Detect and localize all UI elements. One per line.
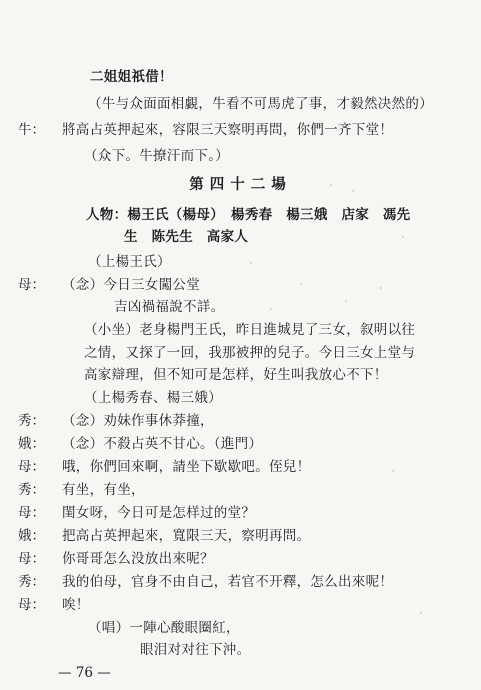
speaker-label: 秀： [18, 482, 45, 498]
dialogue-line: 吉凶禍福說不詳。 [114, 299, 225, 315]
dialogue-line: （念）不殺占英不甘心。（進門） [62, 436, 263, 452]
scan-speckle [270, 308, 272, 310]
scene-heading: 第四十二場 [189, 176, 292, 193]
dialogue-line: （小坐）老身楊門王氏，昨日進城見了三女，叙明以往 [84, 322, 416, 338]
dialogue-line: 我的伯母，官身不由自己，若官不开釋，怎么出來呢！ [62, 574, 394, 590]
speaker-label: 母： [18, 505, 45, 521]
scan-speckle [250, 262, 252, 264]
speaker-label: 娥： [18, 528, 45, 544]
speaker-label: 秀： [18, 574, 45, 590]
dialogue-line: 閨女呀，今日可是怎样过的堂？ [62, 505, 256, 521]
stage-direction: （上楊王氏） [88, 254, 171, 270]
dialogue-line: 你哥哥怎么没放出來呢？ [62, 551, 214, 567]
scan-speckle [352, 190, 354, 192]
scan-speckle [345, 300, 347, 302]
scan-speckle [402, 236, 404, 238]
speaker-label: 母： [18, 459, 45, 475]
dialogue-line: 將高占英押起來，容限三天察明再問，你們一齐下堂！ [62, 122, 394, 138]
characters-line: 人物：楊王氏（楊母） 楊秀春 楊三娥 店家 馮先 [86, 207, 411, 223]
scan-speckle [330, 184, 332, 186]
stage-direction: （上楊秀春、楊三娥） [84, 390, 222, 406]
dialogue-line: （念）劝妹作事休莽撞， [62, 413, 214, 429]
page-number: — 76 — [58, 665, 111, 681]
speaker-label: 牛： [18, 122, 45, 138]
dialogue-line: 唉！ [62, 597, 90, 613]
dialogue-line: 有坐，有坐， [62, 482, 145, 498]
scan-speckle [300, 283, 302, 285]
dialogue-line: （念）今日三女闖公堂 [62, 277, 200, 293]
scan-speckle [380, 287, 382, 289]
song-line: （唱）一陣心酸眼圈紅， [88, 620, 240, 636]
dialogue-line: 之情，又探了一回，我那被押的兒子。今日三女上堂与 [84, 345, 416, 361]
scan-speckle [420, 612, 422, 614]
speaker-label: 娥： [18, 436, 45, 452]
speaker-label: 母： [18, 277, 45, 293]
dialogue-line: 哦，你們回來啊，請坐下歇歇吧。侄兒！ [62, 459, 311, 475]
speaker-label: 秀： [18, 413, 45, 429]
speaker-label: 母： [18, 597, 45, 613]
stage-direction: （牛与众面面相覷，牛看不可馬虎了事，才毅然决然的） [88, 96, 433, 112]
dialogue-line: 高家辯理，但不知可是怎样，好生叫我放心不下！ [84, 367, 388, 383]
dialogue-line: 把高占英押起來，寬限三天，察明再問。 [62, 528, 311, 544]
scan-speckle [392, 470, 394, 472]
stage-direction: （众下。牛撩汗而下。） [84, 148, 230, 164]
song-line: 眼泪对对往下沖。 [140, 642, 251, 658]
text-line: 二姐姐祇借！ [90, 69, 173, 85]
characters-line: 生 陈先生 高家人 [124, 229, 249, 245]
speaker-label: 母： [18, 551, 45, 567]
